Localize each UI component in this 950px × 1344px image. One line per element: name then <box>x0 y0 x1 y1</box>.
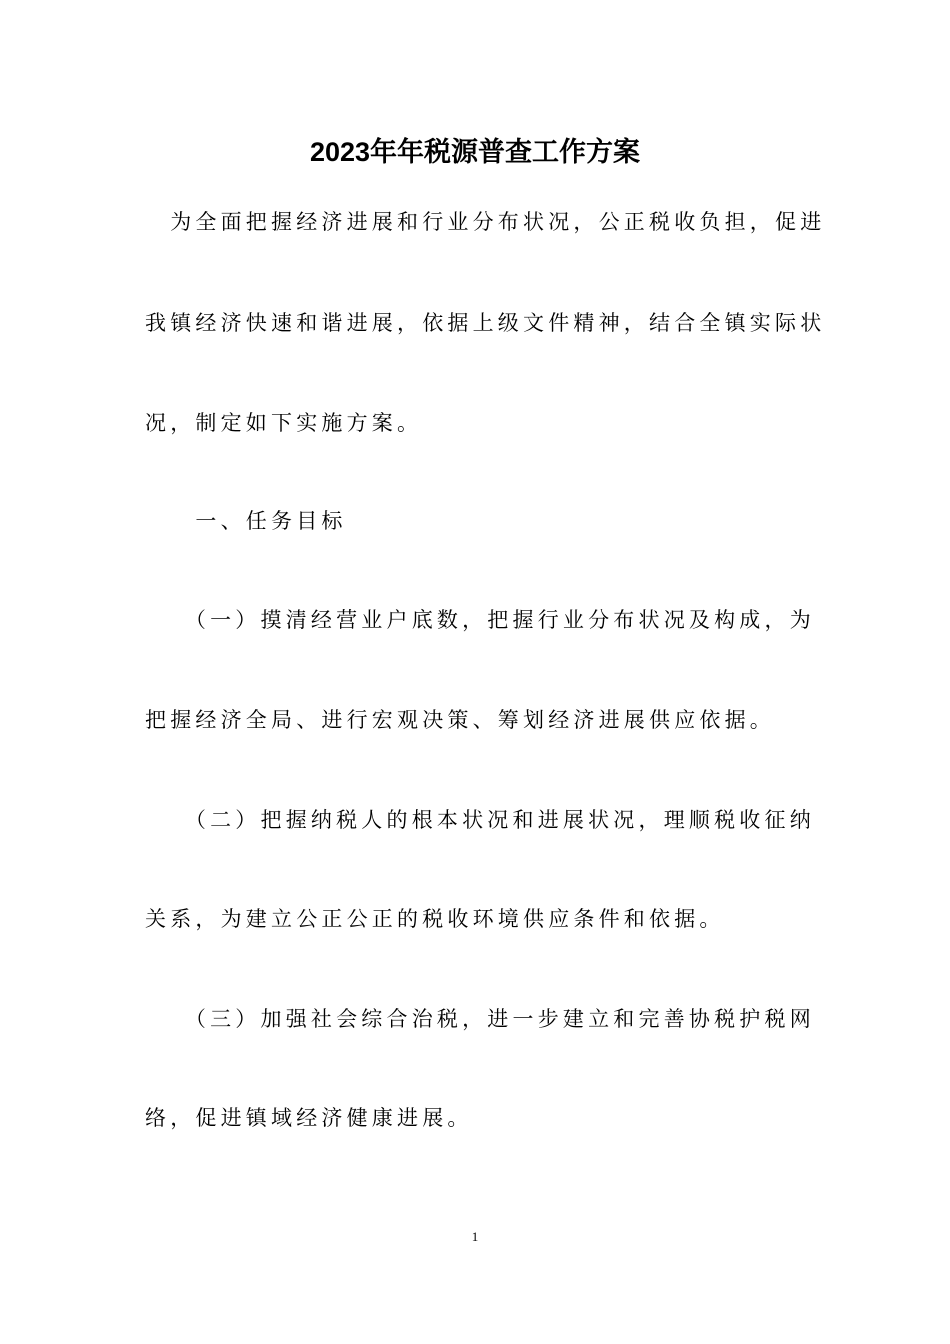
page-number: 1 <box>471 1229 479 1244</box>
item-2-line-1: （二）把握纳税人的根本状况和进展状况，理顺税收征纳 <box>145 808 815 832</box>
item-3-line-1: （三）加强社会综合治税，进一步建立和完善协税护税网 <box>145 1007 815 1031</box>
paragraph-intro-line-1: 为全面把握经济进展和行业分布状况，公正税收负担，促进 <box>145 210 826 234</box>
section-heading-task-goals: 一、任务目标 <box>145 509 347 533</box>
paragraph-intro-line-2: 我镇经济快速和谐进展，依据上级文件精神，结合全镇实际状 <box>145 311 826 335</box>
item-2-line-2: 关系，为建立公正公正的税收环境供应条件和依据。 <box>145 907 725 931</box>
item-1-line-2: 把握经济全局、进行宏观决策、筹划经济进展供应依据。 <box>145 708 775 732</box>
document-title: 2023年年税源普查工作方案 <box>309 137 641 167</box>
item-3-line-2: 络，促进镇域经济健康进展。 <box>145 1106 473 1130</box>
paragraph-intro-line-3: 况，制定如下实施方案。 <box>145 411 423 435</box>
item-1-line-1: （一）摸清经营业户底数，把握行业分布状况及构成，为 <box>145 608 815 632</box>
